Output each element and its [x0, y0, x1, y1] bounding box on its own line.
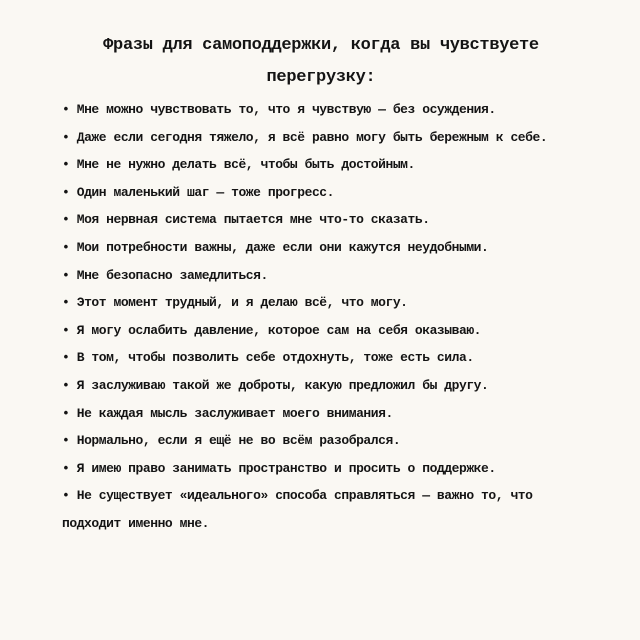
list-item: [62, 317, 580, 345]
bullet-icon: •: [62, 239, 70, 255]
bullet-icon: •: [62, 460, 70, 476]
list-item: [62, 124, 580, 152]
list-item: [62, 151, 580, 179]
bullet-icon: •: [62, 212, 70, 228]
list-item-text: Мне можно чувствовать то, что я чувствую — без осуждения.: [76, 102, 496, 117]
bullet-icon: •: [62, 295, 70, 311]
bullet-icon: •: [62, 267, 70, 283]
list-item-text: Не каждая мысль заслуживает моего внимания.: [76, 405, 393, 421]
list-item: [62, 344, 580, 372]
list-item-text: Я имею право занимать пространство и просить о поддержке.: [76, 460, 496, 476]
list-item-text: Мне безопасно замедлиться.: [76, 267, 268, 283]
list-item-text: Не существует «идеального» способа справляться — важно то, что подходит именно мне.: [62, 488, 533, 531]
document-title: Фразы для самоподдержки, когда вы чувствуете перегрузку:: [103, 36, 539, 87]
list-item-text: Один маленький шаг — тоже прогресс.: [76, 184, 335, 200]
list-item-text: Нормально, если я ещё не во всём разобрался.: [76, 433, 401, 449]
list-item: [62, 482, 580, 537]
bullet-icon: •: [62, 488, 70, 504]
bullet-icon: •: [62, 405, 70, 421]
list-item: [62, 206, 580, 234]
list-item: [62, 179, 580, 207]
phrase-list: [62, 96, 580, 538]
bullet-icon: •: [62, 322, 70, 338]
list-item: [62, 400, 580, 428]
bullet-icon: •: [62, 157, 70, 173]
bullet-icon: •: [62, 377, 70, 393]
bullet-icon: •: [62, 433, 70, 449]
list-item: [62, 427, 580, 455]
list-item-text: Моя нервная система пытается мне что-то сказать.: [76, 212, 430, 228]
list-item: [62, 262, 580, 290]
list-item-text: Мне не нужно делать всё, чтобы быть достойным.: [76, 157, 415, 173]
bullet-icon: •: [62, 350, 70, 366]
bullet-icon: •: [62, 102, 70, 117]
bullet-icon: •: [62, 129, 70, 145]
list-item: [62, 234, 580, 262]
list-item-text: Я могу ослабить давление, которое сам на себя оказываю.: [76, 322, 482, 338]
list-item: [62, 96, 580, 124]
list-item-text: Мои потребности важны, даже если они кажутся неудобными.: [76, 239, 489, 255]
list-item-text: В том, чтобы позволить себе отдохнуть, тоже есть сила.: [76, 350, 474, 366]
list-item-text: Я заслуживаю такой же доброты, какую предложил бы другу.: [76, 377, 489, 393]
list-item-text: Этот момент трудный, и я делаю всё, что могу.: [76, 295, 408, 311]
bullet-icon: •: [62, 184, 70, 200]
list-item: [62, 372, 580, 400]
list-item: [62, 455, 580, 483]
list-item-text: Даже если сегодня тяжело, я всё равно могу быть бережным к себе.: [76, 129, 548, 145]
list-item: [62, 289, 580, 317]
